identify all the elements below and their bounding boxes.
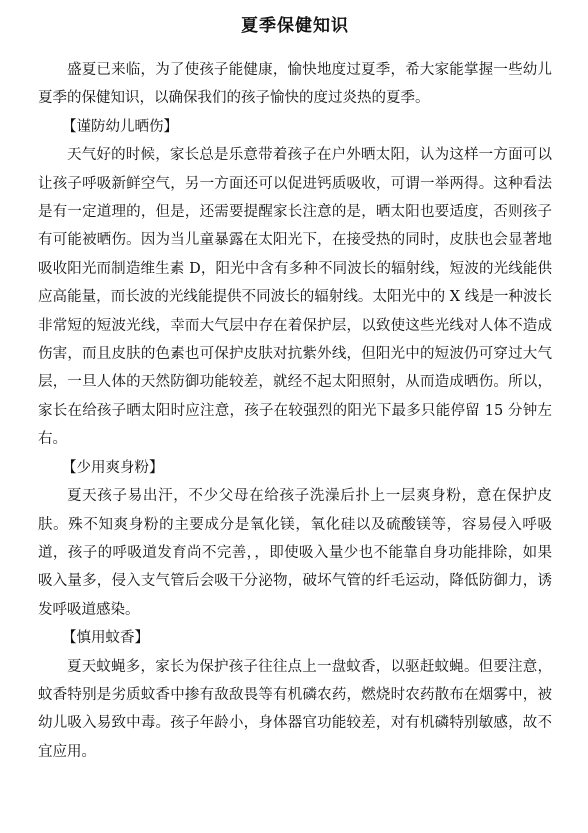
section-body-powder: 夏天孩子易出汗，不少父母在给孩子洗澡后扑上一层爽身粉，意在保护皮肤。殊不知爽身粉的主要成分是氧化镁，氧化硅以及硫酸镁等，容易侵入呼吸道，孩子的呼吸道发育尚不完善，，即使吸入量少也不能靠自身功能排除，如果吸入量多，侵入支气管后会吸干分泌物，破坏气管的纤毛运动，降低防御力，诱发呼吸道感染。 [38,488,552,618]
section-heading-sunburn: 【谨防幼儿晒伤】 [62,118,178,135]
section-body-mosquito-coil: 夏天蚊蝇多，家长为保护孩子往往点上一盘蚊香，以驱赶蚊蝇。但要注意，蚊香特别是劣质蚊香中掺有敌敌畏等有机磷农药，燃烧时农药散布在烟雾中，被幼儿吸入易致中毒。孩子年龄小，身体器官功能较差，对有机磷特别敏感，故不宜应用。 [38,658,552,760]
intro-paragraph: 盛夏已来临，为了使孩子能健康，愉快地度过夏季，希大家能掌握一些幼儿夏季的保健知识，以确保我们的孩子愉快的度过炎热的夏季。 [38,62,552,107]
section-body-sunburn: 天气好的时候，家长总是乐意带着孩子在户外晒太阳，认为这样一方面可以让孩子呼吸新鲜空气，另一方面还可以促进钙质吸收，可谓一举两得。这种看法是有一定道理的，但是，还需要提醒家长注意的是，晒太阳也要适度，否则孩子有可能被晒伤。因为当儿童暴露在太阳光下，在接受热的同时，皮肤也会显著地吸收阳光而制造维生素 D，阳光中含有多种不同波长的辐射线，短波的光线能供应高能量，而长波的光线能提供不同波长的辐射线。太阳光中的 X 线是一种波长非常短的短波光线，幸而大气层中存在着保护层，以致使这些光线对人体不造成伤害，而且皮肤的色素也可保护皮肤对抗紫外线，但阳光中的短波仍可穿过大气层，一旦人体的天然防御功能较差，就经不起太阳照射，从而造成晒伤。所以，家长在给孩子晒太阳时应注意，孩子在较强烈的阳光下最多只能停留 15 分钟左右。 [38,147,552,448]
section-heading-powder: 【少用爽身粉】 [62,459,164,476]
section-heading-mosquito-coil: 【慎用蚊香】 [62,630,149,647]
document-title: 夏季保健知识 [241,16,349,36]
